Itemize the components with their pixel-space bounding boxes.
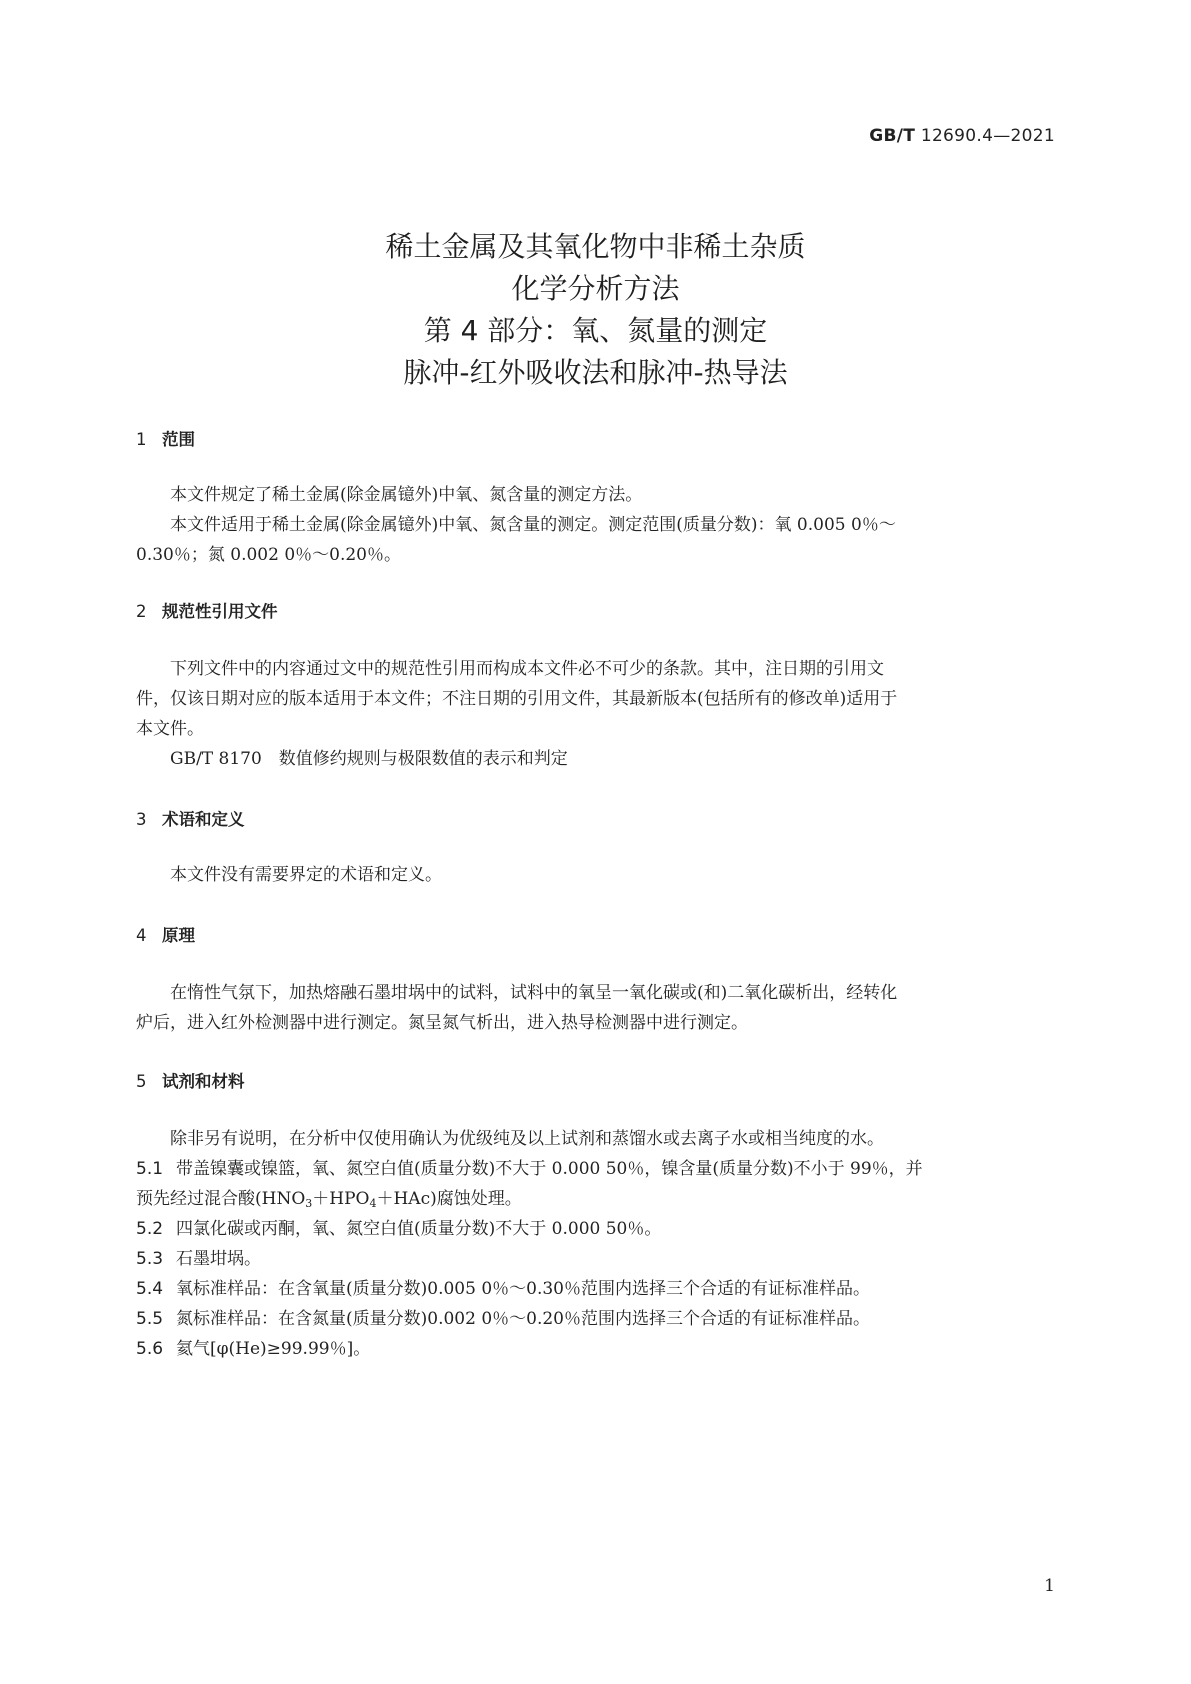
subscript: 4	[369, 1197, 377, 1210]
section-5-intro	[136, 1124, 1061, 1154]
section-2-heading	[136, 598, 278, 622]
title-line-4: 脉冲-红外吸收法和脉冲-热导法	[403, 356, 788, 389]
page-number: 1	[1044, 1576, 1055, 1596]
section-2-paragraph-1	[136, 654, 1061, 744]
section-title: 规范性引用文件	[162, 602, 278, 621]
list-item	[136, 1244, 1061, 1274]
reference-text: GB/T 8170 数值修约规则与极限数值的表示和判定	[170, 749, 568, 769]
paragraph-text: 本文件规定了稀土金属(除金属镱外)中氧、氮含量的测定方法。	[170, 485, 643, 505]
standard-number: 12690.4—2021	[920, 126, 1055, 146]
standard-prefix: GB/T	[869, 126, 916, 146]
item-text: 石墨坩埚。	[176, 1249, 261, 1269]
item-number: 5.6	[136, 1339, 164, 1359]
subscript: 3	[305, 1197, 313, 1210]
item-text: 带盖镍囊或镍篮，氧、氮空白值(质量分数)不大于 0.000 50％，镍含量(质量分数)不小于 99％，并	[176, 1159, 923, 1179]
section-4-paragraph-1	[136, 978, 1061, 1038]
paragraph-text: 下列文件中的内容通过文中的规范性引用而构成本文件必不可少的条款。其中，注日期的引用文	[170, 659, 884, 679]
item-number: 5.5	[136, 1309, 164, 1329]
item-number: 5.1	[136, 1159, 164, 1179]
paragraph-text: 本文件没有需要界定的术语和定义。	[170, 865, 442, 885]
normative-reference	[136, 744, 1061, 774]
item-number: 5.2	[136, 1219, 164, 1239]
item-text: 氮标准样品：在含氮量(质量分数)0.002 0％～0.20％范围内选择三个合适的有证标准样品。	[176, 1309, 871, 1329]
item-number: 5.4	[136, 1279, 164, 1299]
title-line-1: 稀土金属及其氧化物中非稀土杂质	[385, 230, 806, 263]
section-1-paragraph-2	[136, 510, 1061, 570]
paragraph-text: 0.30％；氮 0.002 0％～0.20％。	[136, 545, 401, 565]
section-3-paragraph-1	[136, 860, 1061, 890]
list-item	[136, 1154, 1061, 1219]
item-text: ＋HAc)腐蚀处理。	[376, 1189, 522, 1209]
paragraph-text: 炉后，进入红外检测器中进行测定。氮呈氮气析出，进入热导检测器中进行测定。	[136, 1013, 748, 1033]
item-text: 预先经过混合酸(HNO	[136, 1189, 306, 1209]
paragraph-text: 件，仅该日期对应的版本适用于本文件；不注日期的引用文件，其最新版本(包括所有的修改单)适用于	[136, 689, 898, 709]
paragraph-text: 本文件适用于稀土金属(除金属镱外)中氧、氮含量的测定。测定范围(质量分数)：氧 0.005 0％～	[170, 515, 896, 535]
list-item	[136, 1334, 1061, 1364]
section-title: 试剂和材料	[162, 1072, 245, 1091]
section-number: 5	[136, 1072, 147, 1091]
section-1-heading	[136, 426, 195, 450]
list-item	[136, 1214, 1061, 1244]
item-text: 氧标准样品：在含氧量(质量分数)0.005 0％～0.30％范围内选择三个合适的有证标准样品。	[176, 1279, 871, 1299]
list-item	[136, 1274, 1061, 1304]
item-text: 氦气[φ(He)≥99.99％]。	[176, 1339, 371, 1359]
section-3-heading	[136, 806, 245, 830]
standard-code	[869, 126, 1055, 146]
section-number: 2	[136, 602, 147, 621]
document-title	[0, 226, 1191, 394]
item-text: ＋HPO	[312, 1189, 370, 1209]
paragraph-text: 除非另有说明，在分析中仅使用确认为优级纯及以上试剂和蒸馏水或去离子水或相当纯度的水。	[170, 1129, 884, 1149]
section-title: 原理	[162, 926, 195, 945]
paragraph-text: 本文件。	[136, 719, 204, 739]
item-text: 四氯化碳或丙酮，氧、氮空白值(质量分数)不大于 0.000 50％。	[176, 1219, 662, 1239]
section-number: 1	[136, 430, 147, 449]
title-line-2: 化学分析方法	[511, 272, 680, 305]
section-title: 术语和定义	[162, 810, 245, 829]
item-number: 5.3	[136, 1249, 164, 1269]
section-4-heading	[136, 922, 195, 946]
title-line-3: 第 4 部分：氧、氮量的测定	[423, 314, 768, 347]
section-title: 范围	[162, 430, 195, 449]
list-item	[136, 1304, 1061, 1334]
section-5-heading	[136, 1068, 245, 1092]
paragraph-text: 在惰性气氛下，加热熔融石墨坩埚中的试料，试料中的氧呈一氧化碳或(和)二氧化碳析出，经转化	[170, 983, 898, 1003]
section-number: 4	[136, 926, 147, 945]
section-1-paragraph-1	[136, 480, 1061, 510]
section-number: 3	[136, 810, 147, 829]
